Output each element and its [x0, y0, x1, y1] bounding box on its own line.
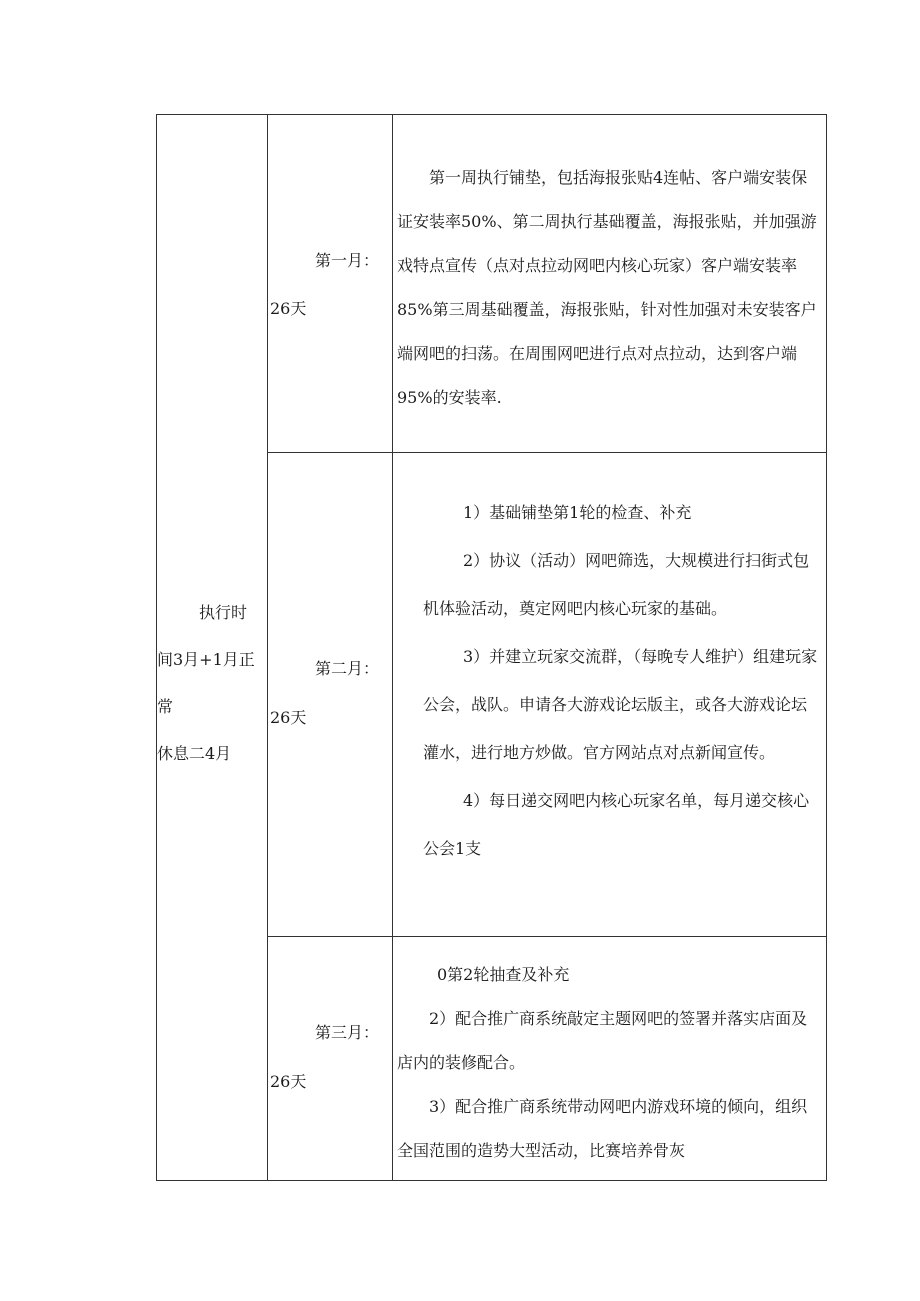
- month-cell: [268, 453, 393, 937]
- list-item: 4）每日递交网吧内核心玩家名单，每月递交核心公会1支: [423, 791, 810, 858]
- execution-period: [157, 589, 268, 777]
- content-list: [393, 937, 826, 1173]
- period-line: 间3月+1月正常: [157, 650, 255, 716]
- period-line: 休息二4月: [157, 744, 232, 763]
- month-cell: [268, 937, 393, 1181]
- list-item: 2）配合推广商系统敲定主题网吧的签署并落实店面及店内的装修配合。: [397, 1009, 808, 1072]
- period-line: 执行时: [199, 603, 248, 622]
- list-item: 2）协议（活动）网吧筛选，大规模进行扫街式包机体验活动，奠定网吧内核心玩家的基础。: [423, 551, 810, 618]
- content-cell: [393, 115, 827, 453]
- month-label: 第二月：: [315, 659, 380, 678]
- list-item: 0第2轮抽查及补充: [437, 965, 570, 984]
- content-text: [393, 115, 826, 420]
- period-cell: [157, 115, 268, 1181]
- table-row: [157, 115, 827, 453]
- days-label: 26天: [270, 299, 307, 318]
- content-list: [393, 453, 826, 873]
- days-label: 26天: [270, 1072, 307, 1091]
- paragraph: 第一周执行铺垫，包括海报张贴4连帖、客户端安装保证安装率50%、第二周执行基础覆盖，海报张贴，并加强游戏特点宣传（点对点拉动网吧内核心玩家）客户端安装率85%第三周基础覆盖，海报张贴，针对性加强对未安装客户端网吧的扫荡。在周围网吧进行点对点拉动，达到客户端95%的安装率.: [397, 168, 817, 407]
- content-cell: [393, 937, 827, 1181]
- plan-table: [156, 114, 827, 1181]
- list-item: 1）基础铺垫第1轮的检查、补充: [463, 503, 692, 522]
- month-cell: [268, 115, 393, 453]
- list-item: 3）并建立玩家交流群，（每晚专人维护）组建玩家公会，战队。申请各大游戏论坛版主，或各大游戏论坛灌水，进行地方炒做。官方网站点对点新闻宣传。: [423, 647, 818, 762]
- month-label: 第三月：: [315, 1023, 380, 1042]
- month-label: 第一月：: [315, 251, 380, 270]
- content-cell: [393, 453, 827, 937]
- list-item: 3）配合推广商系统带动网吧内游戏环境的倾向，组织全国范围的造势大型活动，比赛培养骨灰: [397, 1097, 808, 1160]
- days-label: 26天: [270, 708, 307, 727]
